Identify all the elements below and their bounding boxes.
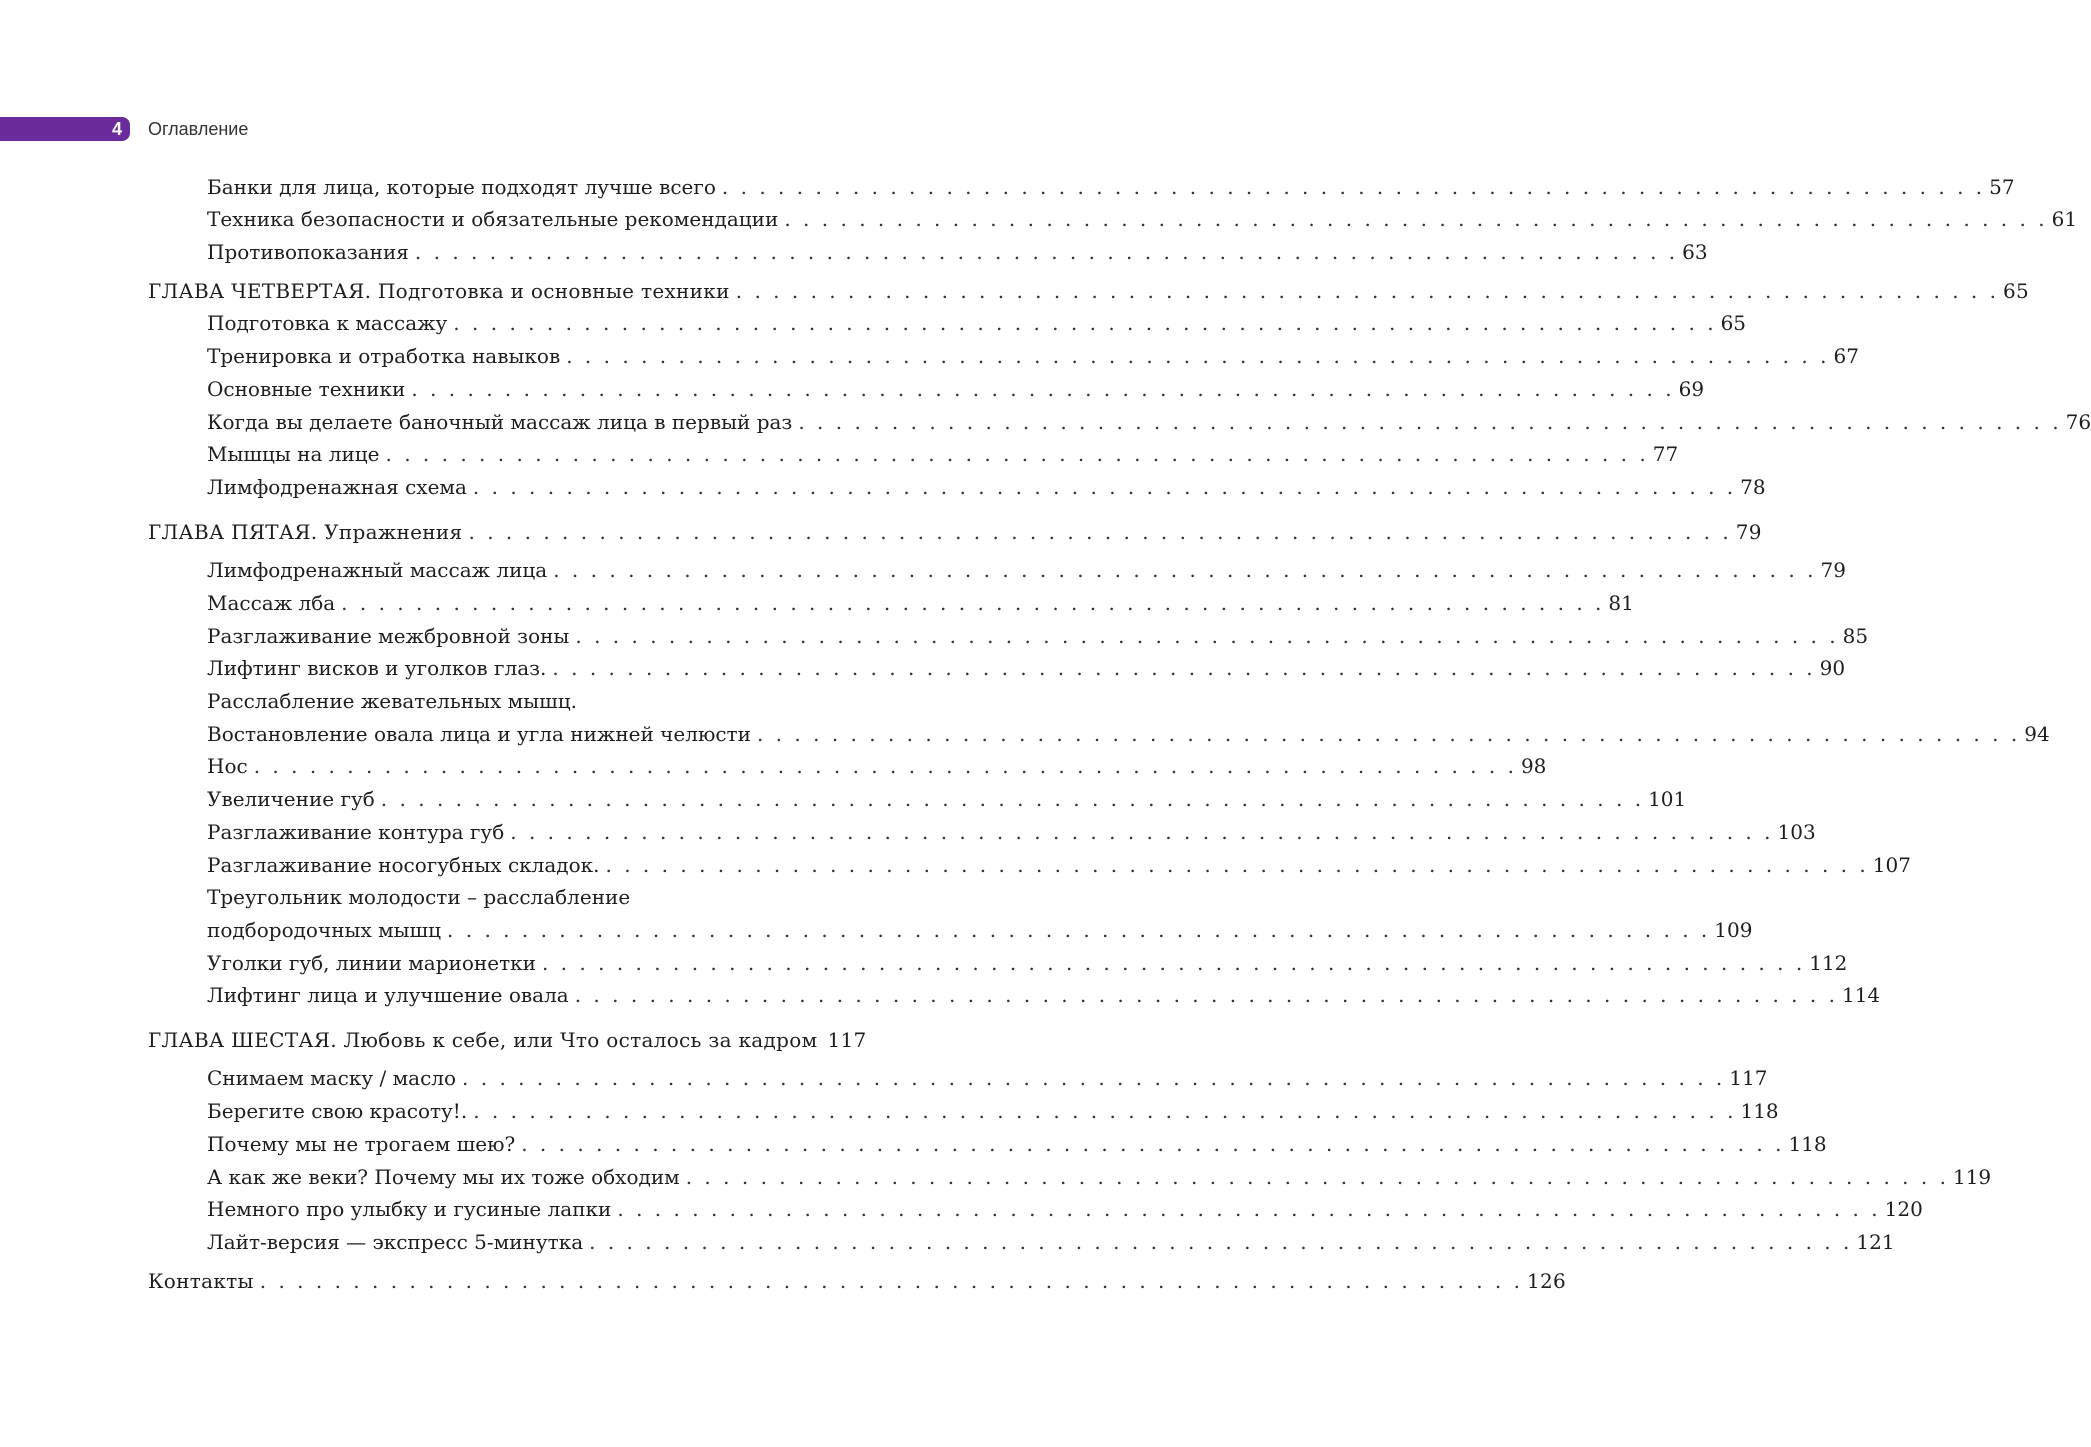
dot-leader bbox=[553, 556, 1816, 584]
toc-entry-title: Лайт-версия — экспресс 5-минутка bbox=[207, 1230, 584, 1254]
toc-entry[interactable] bbox=[207, 1097, 1779, 1125]
toc-chapter[interactable] bbox=[148, 518, 1762, 546]
dot-leader bbox=[552, 654, 1815, 682]
toc-entry[interactable] bbox=[207, 654, 1846, 682]
dot-leader bbox=[411, 375, 1674, 403]
toc-entry-page: 76 bbox=[2065, 410, 2091, 434]
toc-entry-page: 90 bbox=[1819, 656, 1846, 680]
toc-entry[interactable] bbox=[207, 205, 2078, 233]
toc-entry-title: Подготовка к массажу bbox=[207, 311, 448, 335]
dot-leader bbox=[606, 851, 1869, 879]
toc-entry-title: Тренировка и отработка навыков bbox=[207, 344, 561, 368]
toc-entry-page: 98 bbox=[1520, 754, 1547, 778]
toc-chapter[interactable] bbox=[148, 1026, 867, 1054]
dot-leader bbox=[462, 1064, 1725, 1092]
toc-entry-title-line: Расслабление жевательных мышц. bbox=[207, 689, 577, 713]
toc-entry-page: 117 bbox=[1729, 1066, 1768, 1090]
toc-entry-title: Почему мы не трогаем шею? bbox=[207, 1132, 516, 1156]
toc-entry-title: Снимаем маску / масло bbox=[207, 1066, 457, 1090]
toc-entry-title: Лифтинг висков и уголков глаз. bbox=[207, 656, 547, 680]
running-header bbox=[0, 117, 400, 141]
toc-chapter-title: ГЛАВА ЧЕТВЕРТАЯ. Подготовка и основные техники bbox=[148, 279, 730, 303]
toc-entry[interactable] bbox=[207, 408, 2091, 436]
dot-leader bbox=[784, 205, 2047, 233]
toc-entry[interactable] bbox=[207, 1130, 1827, 1158]
toc-entry-title: подбородочных мышц bbox=[207, 918, 442, 942]
toc-entry-page: 114 bbox=[1841, 983, 1881, 1007]
dot-leader bbox=[521, 1130, 1784, 1158]
toc-entry[interactable] bbox=[207, 818, 1816, 846]
toc-entry[interactable] bbox=[207, 589, 1634, 617]
toc-entry-title-line: Треугольник молодости – расслабление bbox=[207, 885, 631, 909]
toc-entry-page: 77 bbox=[1652, 442, 1679, 466]
toc-entry-title: А как же веки? Почему мы их тоже обходим bbox=[207, 1165, 680, 1189]
toc-entry[interactable] bbox=[207, 851, 1911, 879]
dot-leader bbox=[566, 342, 1829, 370]
dot-leader bbox=[453, 309, 1716, 337]
toc-entry-page: 107 bbox=[1872, 853, 1911, 877]
toc-entry-page: 94 bbox=[2024, 722, 2050, 746]
toc-entry[interactable] bbox=[207, 785, 1687, 813]
running-title: Оглавление bbox=[148, 119, 249, 139]
toc-entry[interactable] bbox=[207, 1228, 1895, 1256]
toc-entry-title: Востановление овала лица и угла нижней челюсти bbox=[207, 722, 751, 746]
dot-leader bbox=[468, 518, 1731, 546]
dot-leader bbox=[381, 785, 1644, 813]
toc-chapter-page: 126 bbox=[1527, 1269, 1567, 1293]
toc-entry-page: 69 bbox=[1678, 377, 1705, 401]
toc-entry-page: 119 bbox=[1952, 1165, 1992, 1189]
toc-entry[interactable] bbox=[207, 916, 1753, 944]
toc-entry-page: 81 bbox=[1608, 591, 1634, 615]
dot-leader bbox=[447, 916, 1710, 944]
dot-leader bbox=[415, 238, 1678, 266]
toc-entry-title: Массаж лба bbox=[207, 591, 336, 615]
dot-leader bbox=[385, 440, 1648, 468]
toc-entry[interactable] bbox=[207, 342, 1859, 370]
toc-chapter-page: 117 bbox=[827, 1028, 867, 1052]
dot-leader bbox=[575, 981, 1838, 1009]
toc-chapter-title: ГЛАВА ШЕСТАЯ. Любовь к себе, или Что осталось за кадром bbox=[148, 1028, 818, 1052]
toc-entry-title: Основные техники bbox=[207, 377, 406, 401]
toc-entry[interactable] bbox=[207, 556, 1846, 584]
toc-entry[interactable] bbox=[207, 1064, 1768, 1092]
toc-entry-page: 57 bbox=[1989, 175, 2015, 199]
toc-entry[interactable] bbox=[207, 752, 1547, 780]
toc-entry[interactable] bbox=[207, 440, 1679, 468]
toc-entry[interactable] bbox=[207, 238, 1708, 266]
dot-leader bbox=[473, 473, 1736, 501]
toc-entry[interactable] bbox=[207, 981, 1881, 1009]
toc-entry-page: 78 bbox=[1740, 475, 1766, 499]
page-number: 4 bbox=[111, 119, 122, 139]
dot-leader bbox=[757, 720, 2020, 748]
toc-entry[interactable] bbox=[207, 720, 2050, 748]
toc-entry-title: Техника безопасности и обязательные рекомендации bbox=[207, 207, 779, 231]
toc-entry-title: Когда вы делаете баночный массаж лица в первый раз bbox=[207, 410, 793, 434]
toc-entry-page: 79 bbox=[1820, 558, 1846, 582]
toc-entry-title: Нос bbox=[207, 754, 248, 778]
dot-leader bbox=[686, 1163, 1949, 1191]
toc-entry-title: Лифтинг лица и улучшение овала bbox=[207, 983, 569, 1007]
toc-entry-page: 101 bbox=[1648, 787, 1687, 811]
toc-chapter-title: ГЛАВА ПЯТАЯ. Упражнения bbox=[148, 520, 463, 544]
toc-entry-page: 63 bbox=[1682, 240, 1708, 264]
toc-entry[interactable] bbox=[207, 1195, 1923, 1223]
toc-entry[interactable] bbox=[207, 375, 1705, 403]
dot-leader bbox=[341, 589, 1604, 617]
dot-leader bbox=[722, 173, 1985, 201]
toc-entry[interactable] bbox=[207, 949, 1848, 977]
dot-leader bbox=[542, 949, 1805, 977]
dot-leader bbox=[798, 408, 2061, 436]
toc-entry-page: 67 bbox=[1833, 344, 1859, 368]
toc-entry[interactable] bbox=[207, 622, 1869, 650]
toc-chapter-page: 65 bbox=[2003, 279, 2030, 303]
toc-entry-page: 61 bbox=[2051, 207, 2078, 231]
toc-entry-title: Противопоказания bbox=[207, 240, 409, 264]
toc-entry-title: Мышцы на лице bbox=[207, 442, 380, 466]
dot-leader bbox=[589, 1228, 1852, 1256]
dot-leader bbox=[617, 1195, 1880, 1223]
toc-chapter-page: 79 bbox=[1735, 520, 1762, 544]
toc-chapter[interactable] bbox=[148, 277, 2030, 305]
page-number-tab bbox=[0, 117, 130, 141]
toc-entry[interactable] bbox=[207, 173, 2015, 201]
dot-leader bbox=[260, 1267, 1523, 1295]
toc-entry-page: 118 bbox=[1740, 1099, 1779, 1123]
toc-entry-title: Банки для лица, которые подходят лучше всего bbox=[207, 175, 716, 199]
toc-entry-title: Берегите свою красоту!. bbox=[207, 1099, 468, 1123]
toc-entry-title: Увеличение губ bbox=[207, 787, 375, 811]
toc-entry-title: Лимфодренажный массаж лица bbox=[207, 558, 548, 582]
toc-entry-title: Разглаживание носогубных складок. bbox=[207, 853, 600, 877]
toc-entry-page: 85 bbox=[1842, 624, 1869, 648]
dot-leader bbox=[254, 752, 1517, 780]
dot-leader bbox=[736, 277, 1999, 305]
toc-entry-title: Разглаживание межбровной зоны bbox=[207, 624, 570, 648]
toc-entry[interactable] bbox=[207, 1163, 1992, 1191]
dot-leader bbox=[510, 818, 1773, 846]
toc-entry-page: 121 bbox=[1856, 1230, 1895, 1254]
toc-entry-page: 120 bbox=[1884, 1197, 1923, 1221]
toc-chapter-title: Контакты bbox=[148, 1269, 254, 1293]
toc-entry-title: Уголки губ, линии марионетки bbox=[207, 951, 536, 975]
toc-entry[interactable] bbox=[207, 309, 1747, 337]
toc-entry-title: Лимфодренажная схема bbox=[207, 475, 467, 499]
toc-entry-page: 109 bbox=[1714, 918, 1753, 942]
toc-entry[interactable] bbox=[207, 473, 1766, 501]
toc-entry-title: Немного про улыбку и гусиные лапки bbox=[207, 1197, 612, 1221]
toc-entry-title: Разглаживание контура губ bbox=[207, 820, 505, 844]
toc-entry-page: 65 bbox=[1720, 311, 1747, 335]
toc-entry-page: 118 bbox=[1788, 1132, 1827, 1156]
toc-entry-page: 103 bbox=[1777, 820, 1816, 844]
dot-leader bbox=[575, 622, 1838, 650]
toc-chapter[interactable] bbox=[148, 1267, 1567, 1295]
dot-leader bbox=[473, 1097, 1736, 1125]
toc-entry-page: 112 bbox=[1809, 951, 1848, 975]
